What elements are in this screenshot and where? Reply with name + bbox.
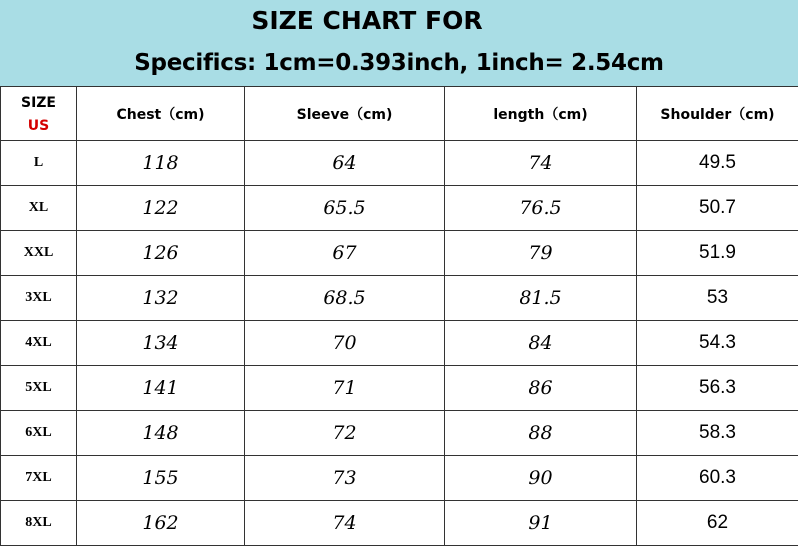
shoulder-cell: 60.3: [637, 456, 798, 501]
length-cell: 79: [445, 231, 637, 276]
size-cell: 4XL: [1, 321, 77, 366]
table-row: [1, 141, 798, 186]
sleeve-cell: 74: [245, 501, 445, 546]
chest-cell: 141: [77, 366, 245, 411]
table-row: [1, 276, 798, 321]
chest-cell: 148: [77, 411, 245, 456]
chest-column-header: Chest（cm): [77, 87, 245, 141]
chest-cell: 126: [77, 231, 245, 276]
length-cell: 90: [445, 456, 637, 501]
length-column-header: length（cm): [445, 87, 637, 141]
sleeve-cell: 67: [245, 231, 445, 276]
size-chart-table: [0, 86, 798, 546]
table-row: [1, 186, 798, 231]
size-cell: XL: [1, 186, 77, 231]
table-row: [1, 231, 798, 276]
sleeve-cell: 65.5: [245, 186, 445, 231]
length-cell: 81.5: [445, 276, 637, 321]
unit-conversion-note: Specifics: 1cm=0.393inch, 1inch= 2.54cm: [134, 50, 664, 76]
size-label: SIZE: [20, 94, 56, 111]
length-cell: 86: [445, 366, 637, 411]
sleeve-cell: 68.5: [245, 276, 445, 321]
chart-title: SIZE CHART FOR: [251, 6, 483, 35]
shoulder-cell: 50.7: [637, 186, 798, 231]
shoulder-cell: 58.3: [637, 411, 798, 456]
shoulder-cell: 54.3: [637, 321, 798, 366]
size-column-header: [1, 87, 77, 141]
size-cell: 3XL: [1, 276, 77, 321]
table-row: [1, 501, 798, 546]
chest-cell: 118: [77, 141, 245, 186]
shoulder-column-header: Shoulder（cm): [637, 87, 798, 141]
shoulder-cell: 62: [637, 501, 798, 546]
sleeve-cell: 73: [245, 456, 445, 501]
length-cell: 84: [445, 321, 637, 366]
chest-cell: 132: [77, 276, 245, 321]
chest-cell: 155: [77, 456, 245, 501]
table-row: [1, 366, 798, 411]
table-row: [1, 456, 798, 501]
table-row: [1, 321, 798, 366]
sleeve-cell: 72: [245, 411, 445, 456]
size-cell: 8XL: [1, 501, 77, 546]
chest-cell: 162: [77, 501, 245, 546]
size-cell: L: [1, 141, 77, 186]
shoulder-cell: 53: [637, 276, 798, 321]
length-cell: 76.5: [445, 186, 637, 231]
sleeve-column-header: Sleeve（cm): [245, 87, 445, 141]
sleeve-cell: 70: [245, 321, 445, 366]
table-header-row: [1, 87, 798, 141]
sleeve-cell: 64: [245, 141, 445, 186]
size-cell: 5XL: [1, 366, 77, 411]
chest-cell: 122: [77, 186, 245, 231]
shoulder-cell: 56.3: [637, 366, 798, 411]
size-cell: 6XL: [1, 411, 77, 456]
shoulder-cell: 51.9: [637, 231, 798, 276]
table-row: [1, 411, 798, 456]
shoulder-cell: 49.5: [637, 141, 798, 186]
length-cell: 88: [445, 411, 637, 456]
length-cell: 91: [445, 501, 637, 546]
size-cell: 7XL: [1, 456, 77, 501]
sleeve-cell: 71: [245, 366, 445, 411]
chart-header: [0, 0, 798, 87]
size-cell: XXL: [1, 231, 77, 276]
length-cell: 74: [445, 141, 637, 186]
region-label: US: [27, 117, 50, 134]
chest-cell: 134: [77, 321, 245, 366]
